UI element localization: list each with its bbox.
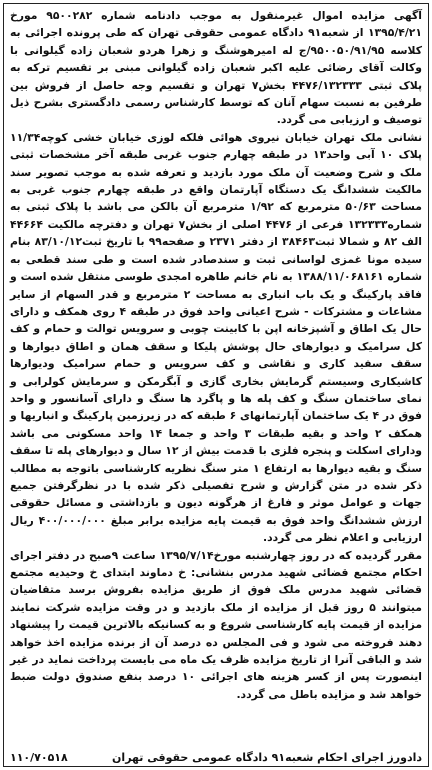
auction-notice <box>3 3 429 767</box>
auction-terms-paragraph: مقرر گردیده که در روز چهارشنبه مورخ۱۳۹۵/۷/۱۴ ساعت ۹صبح در دفتر اجرای احکام مجتمع قضائی شهید مدرس بنشانی: خ دماوند ابتدای خ وحیدیه مجتمع قضائی شهید مدرس ملک فوق از طریق مزایده بفروش برسد متقاضیان میتوانند ۵ روز قبل از مزایده از ملک بازدید و در وقت مزایده شرکت نمایند مزایده از قیمت پایه کارشناسی شروع و به کسانیکه بالاترین قیمت را پیشنهاد دهند فروخته می شود و فی المجلس ده درصد آن از برنده مزایده اخذ خواهد شد و الباقی آنرا از تاریخ مزایده ظرف یک ماه می بایست پرداخت نماید در غیر اینصورت پس از کسر هزینه های اجرائی ۱۰ درصد بنفع صندوق دولت ضبط خواهد شد و مزایده باطل می گردد. <box>10 548 422 701</box>
property-description-paragraph: نشانی ملک تهران خیابان نیروی هوائی فلکه لوزی خیابان خشی کوچه۱۱/۳۴ پلاک ۱۰ آبی واحد۱۳ در طبقه چهارم جنوب غربی طبقه آخر مشخصات ثبتی ملک و شرح وضعیت آن ملک مورد بازدید و تعرفه شده به موجب تصویر سند مالکیت ششدانگ یک دستگاه آپارتمان واقع در طبقه چهارم جنوب غربی به مساحت ۵۰/۶۳ مترمربع که ۱/۹۲ مترمربع آن بالکن می باشد با پلاک ثبتی به شماره۱۳۲۳۳۳ فرعی از ۴۴۷۶ اصلی از بخش۷ تهران و دفترچه مالکیت ۴۴۶۶۴ الف ۸۲ و شمالا ثبت۳۸۴۶۳ از دفتر ۲۳۷۱ و صفحه۹۹ با تاریخ ثبت۸۳/۱۰/۱۲ بنام سیده مونا غمزی لواسانی ثبت و سندصادر شده است و طی سند قطعی به شماره ۱۳۸۸/۱۱/۰۶۸۱۶۱ به نام خانم طاهره امجدی طوسی منتقل شده است و فاقد پارکینگ و یک باب انباری به مساحت ۲ مترمربع و قدر السهام از سایر مشاعات و مشترکات - شرح اعیانی واحد فوق در طبقه ۴ روی همکف و دارای حال یک اطاق و آشپزخانه اپن با کابینت چوبی و سرویس توالت و حمام و کف کل سرامیک و دیوارهای حال پوشش پلیکا و سقف همان و اطاق دیوارها و سقف سفید کاری و نقاشی و کف سرویس و حمام سرامیک ودیوارها کاشیکاری وسیستم گرمایش بخاری گازی و آبگرمکن و سرمایش کولرابی و نمای ساختمان سنگ و کف پله ها و پاگرد ها سنگ و دارای آسانسور و واحد فوق در ۴ یک ساختمان آپارتمانهای ۶ طبقه که در زیرزمین پارکینگ و انباریها و همکف ۲ واحد و بقیه طبقات ۳ واحد و جمعا ۱۴ واحد مسکونی می باشد ودارای اسکلت و پنجره فلزی با قدمت بیش از ۱۲ سال و دیوارهای پله تا سقف سنگ و بقیه دیوارها به ارتفاع ۱ متر سنگ نظریه کارشناسی باتوجه به مطالب ذکر شده در متن گزارش و شرح تفصیلی ذکر شده با در نظرگرفتن جمیع جهات و عوامل موثر و فارغ از هرگونه دیون و بازداشتی و مسائل حقوقی ارزش ششدانگ واحد فوق به قیمت پایه مزایده برابر مبلغ ۴۰۰/۰۰۰/۰۰۰ ریال ارزیابی و اعلام نظر می گردد. <box>10 130 423 545</box>
notice-intro-paragraph: آگهی مزایده اموال غیرمنقول به موجب دادنامه شماره ۹۵۰۰۲۸۲ مورخ ۱۳۹۵/۴/۲۱ از شعبه۹۱ دادگاه عمومی حقوقی تهران که طی پرونده اجرائی به کلاسه ۹۵۰۰۵۰/۹۱/۹۵/ج له امیرهوشنگ و زهرا هردو شعبان زاده گیلوانی با وکالت آقای رضائی علیه اکبر شعبان زاده گیلوانی مبنی بر تقسیم ترکه به پلاک ثبتی ۴۴۷۶/۱۳۲۳۳۳ بخش۷ تهران و تقسیم وجه حاصل از فروش بین طرفین به نسبت سهام آنان که توسط کارشناس رسمی دادگستری بشرح ذیل توصیف و ارزیابی می گردد. <box>10 9 423 127</box>
notice-code: ۱۱۰/۷۰۵۱۸ <box>10 751 68 764</box>
signature-line: دادورز اجرای احکام شعبه۹۱ دادگاه عمومی حقوقی تهران <box>112 751 422 764</box>
notice-footer <box>10 751 422 764</box>
